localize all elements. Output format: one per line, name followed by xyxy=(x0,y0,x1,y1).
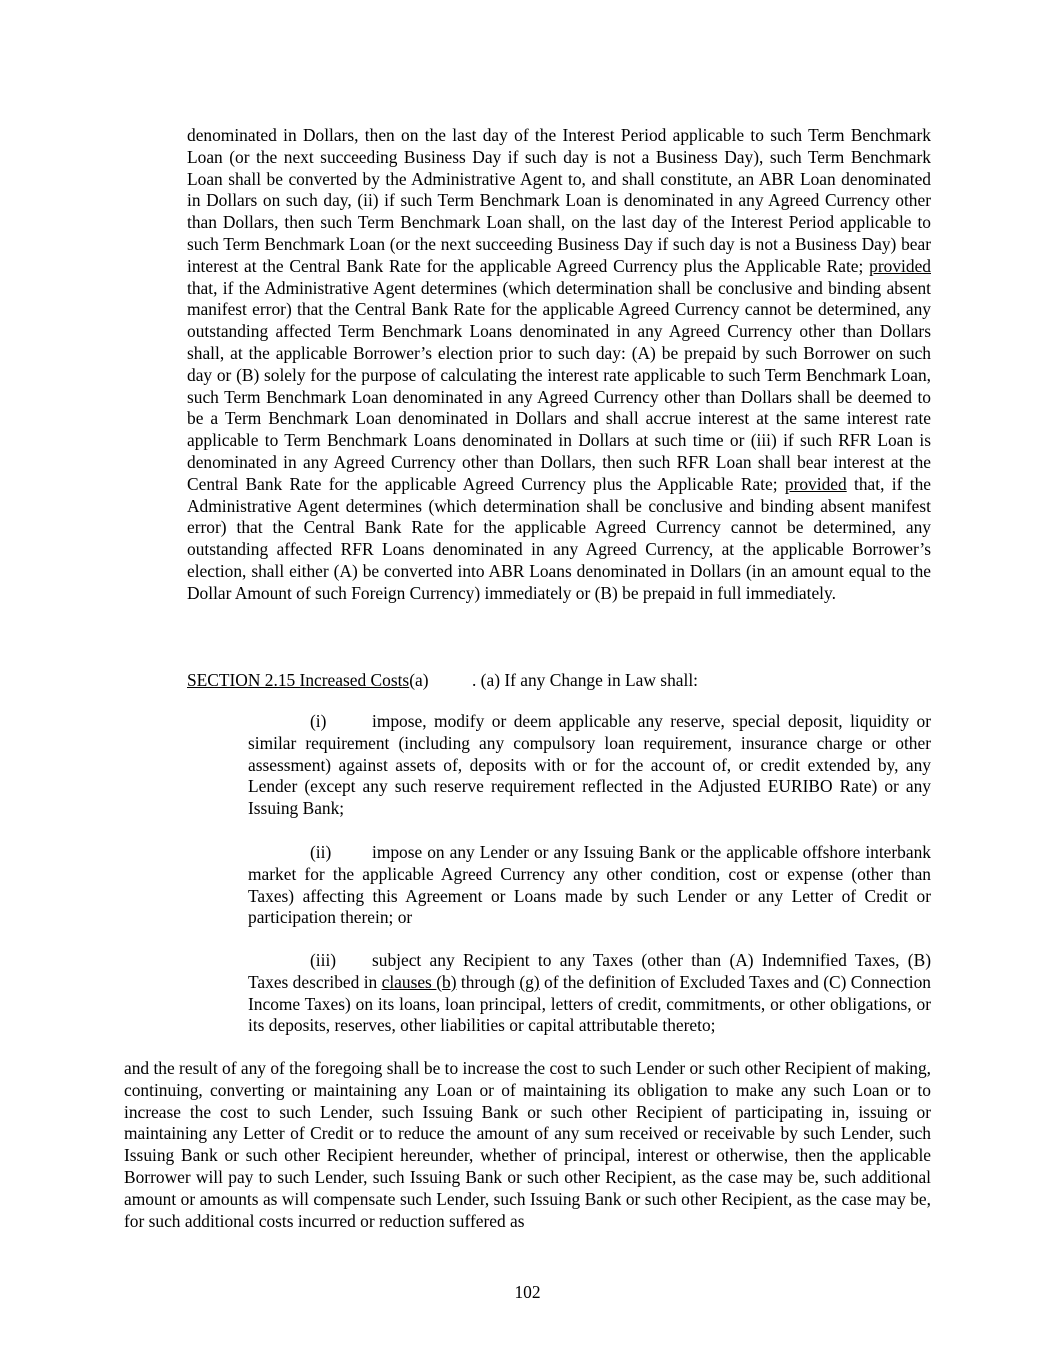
section-lead-text: . (a) If any Change in Law shall: xyxy=(471,670,698,690)
clause-text: impose, modify or deem applicable any reserve, special deposit, liquidity or similar requirement (including any compulsory loan requirement, insurance charge or other assessment) against assets of, deposits with or for the account of, or credit extended by, any Lender (except any such reserve requirement reflected in the Adjusted EURIBO Rate) or any Issuing Bank; xyxy=(248,711,931,819)
page-number: 102 xyxy=(514,1282,541,1302)
clause-number: (ii) xyxy=(310,842,332,862)
clause-text: of the definition of Excluded Taxes and (C) Connection Income Taxes) on its loans, loan principal, letters of credit, commitments, or other obligations, or its deposits, reserves, other liabilities or capital attributable thereto; xyxy=(248,971,931,1036)
paragraph-result: and the result of any of the foregoing shall be to increase the cost to such Lender or such other Recipient of making, continuing, converting or maintaining any Loan or of maintaining its obligation to make any such Loan or to increase the cost to such Lender, such Issuing Bank or such other Recipient of participating in, issuing or maintaining any Letter of Credit or to reduce the amount of any sum received or receivable by such Lender, such Issuing Bank or such other Recipient hereunder, whether of principal, interest or otherwise, then the applicable Borrower will pay to such Lender, such Issuing Bank or such other Recipient, as the case may be, such additional amount or amounts as will compensate such Lender, such Issuing Bank or such other Recipient, as the case may be, for such additional costs incurred or reduction suffered as xyxy=(124,1058,931,1231)
paragraph-interest-conversion xyxy=(187,125,931,605)
clause-text: subject any Recipient to any Taxes (other than (A) Indemnified Taxes, (B) Taxes described in xyxy=(248,950,931,992)
paragraph-text: that, if the Administrative Agent determines (which determination shall be conclusive and binding absent manifest error) that the Central Bank Rate for the applicable Agreed Currency cannot be determined, any outstanding affected Term Benchmark Loans denominated in any Agreed Currency other than Dollars shall, at the applicable Borrower’s election prior to such day: (A) be prepaid by such Borrower on such day or (B) solely for the purpose of calculating the interest rate applicable to such Term Benchmark Loan, such Term Benchmark Loan denominated in any Agreed Currency other than Dollars shall be deemed to be a Term Benchmark Loan denominated in Dollars and shall accrue interest at the same interest rate applicable to Term Benchmark Loans denominated in Dollars at such time or (iii) if such RFR Loan is denominated in any Agreed Currency other than Dollars, then such RFR Loan shall bear interest at the Central Bank Rate for the applicable Agreed Currency plus the Applicable Rate; xyxy=(187,277,931,494)
clause-reference: (g) xyxy=(519,971,540,992)
clause-iii xyxy=(248,950,931,1037)
section-title: SECTION 2.15 Increased Costs xyxy=(187,670,410,690)
clause-reference: clauses (b) xyxy=(381,971,457,992)
paragraph-text: denominated in Dollars, then on the last day of the Interest Period applicable to such Term Benchmark Loan (or the next succeeding Business Day if such day is not a Business Day), such Term Benchmark Loan shall be converted by the Administrative Agent to, and shall constitute, an ABR Loan denominated in Dollars on such day, (ii) if such Term Benchmark Loan is denominated in any Agreed Currency other than Dollars, then such Term Benchmark Loan shall, on the last day of the Interest Period applicable to such Term Benchmark Loan (or the next succeeding Business Day if such day is not a Business Day) bear interest at the Central Bank Rate for the applicable Agreed Currency plus the Applicable Rate; xyxy=(187,125,931,276)
clause-number: (iii) xyxy=(310,950,337,970)
clause-ii xyxy=(248,842,931,929)
clause-text: through xyxy=(456,971,520,992)
paragraph-text: that, if the Administrative Agent determines (which determination shall be conclusive and binding absent manifest error) that the Central Bank Rate for the applicable Agreed Currency cannot be determined, any outstanding affected RFR Loans denominated in any Agreed Currency, at the applicable Borrower’s election, shall either (A) be converted into ABR Loans denominated in Dollars (in an amount equal to the Dollar Amount of such Foreign Currency) immediately or (B) be prepaid in full immediately. xyxy=(187,473,931,603)
provided-term: provided xyxy=(869,255,931,276)
provided-term: provided xyxy=(784,473,847,494)
clause-text: impose on any Lender or any Issuing Bank or the applicable offshore interbank market for the applicable Agreed Currency any other condition, cost or expense (other than Taxes) affecting this Agreement or Loans made by such Lender or any Letter of Credit or participation therein; or xyxy=(248,842,931,928)
clause-number: (i) xyxy=(310,711,327,731)
section-marker: (a) xyxy=(409,670,429,690)
clause-i xyxy=(248,711,931,820)
section-heading-line xyxy=(187,670,931,692)
section-gap xyxy=(429,670,472,690)
